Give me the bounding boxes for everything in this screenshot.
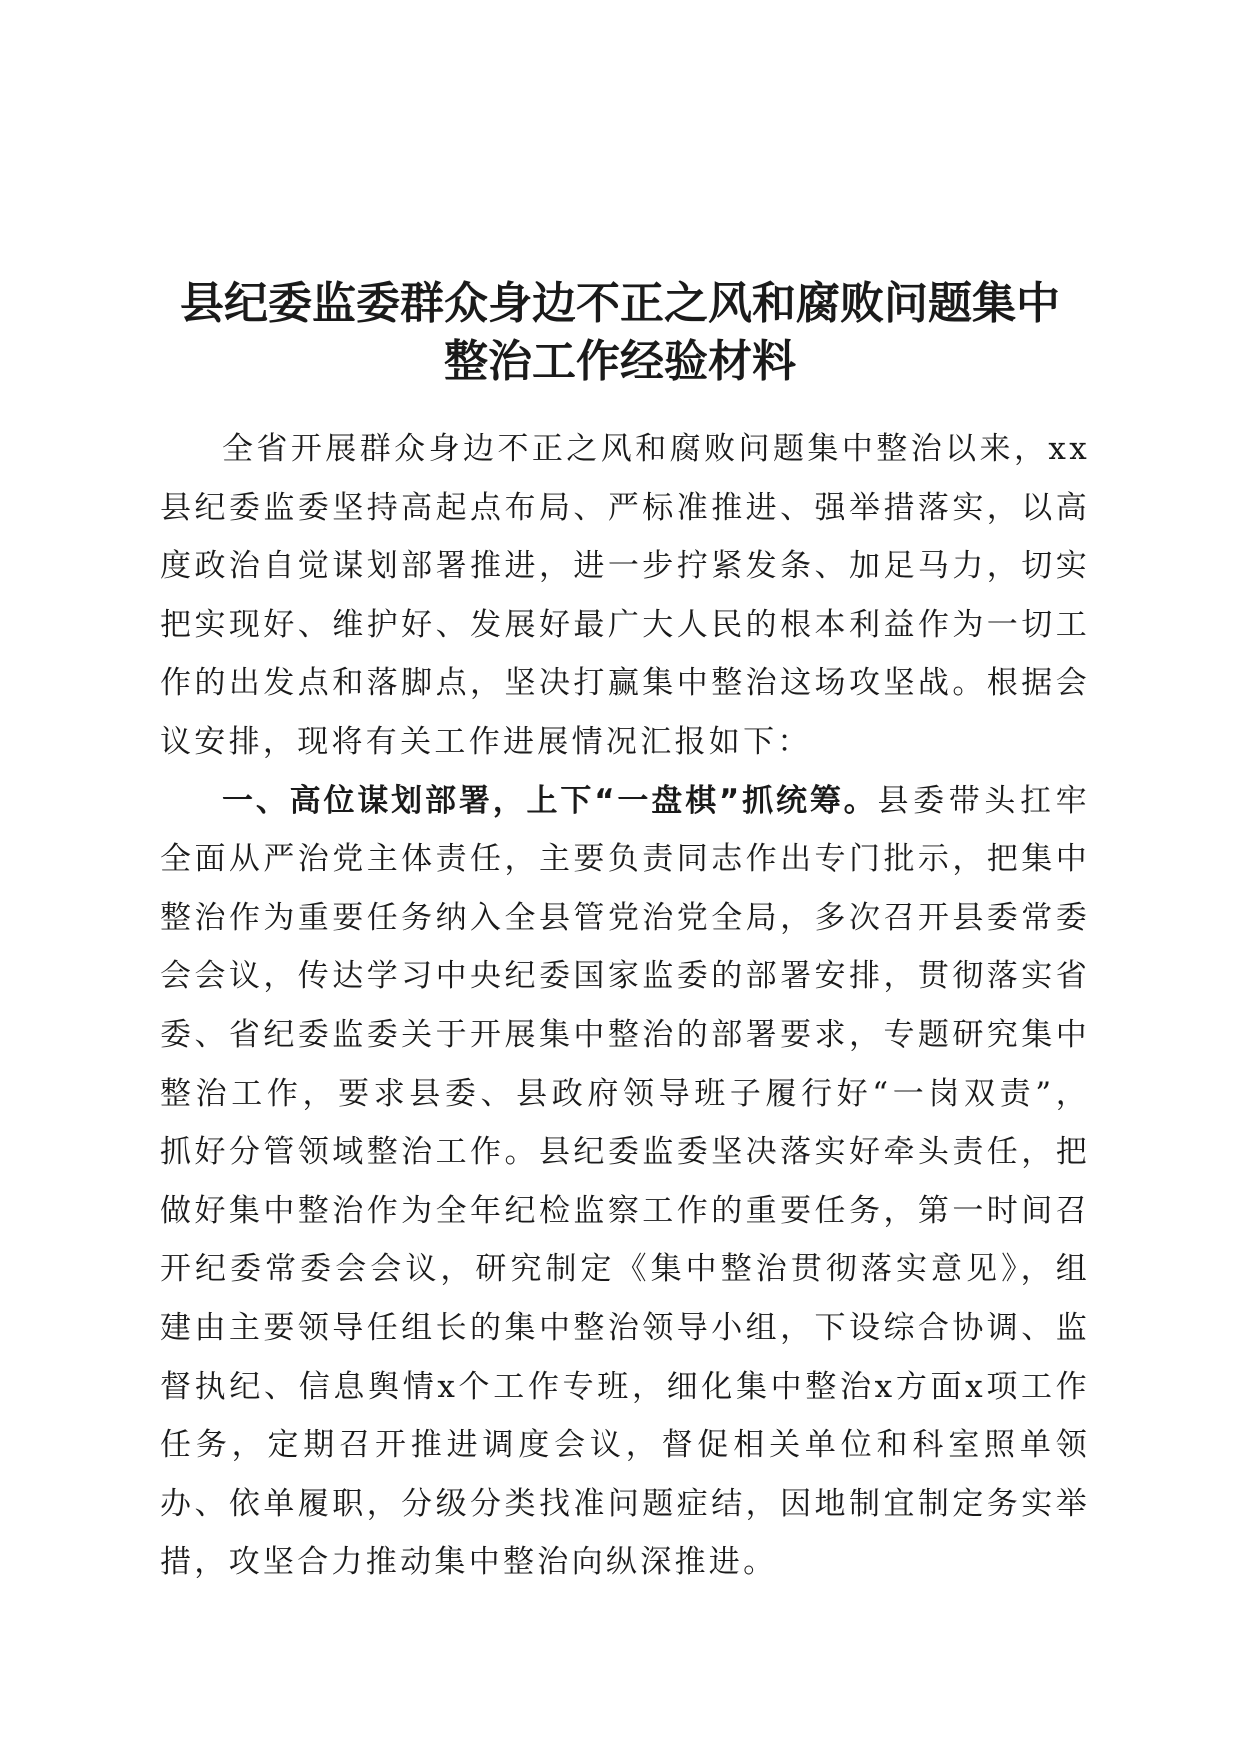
section-1-paragraph — [160, 772, 1090, 1592]
section-1-heading: 一、高位谋划部署，上下“一盘棋”抓统筹。 — [222, 782, 878, 819]
document-body — [160, 420, 1090, 1592]
intro-paragraph: 全省开展群众身边不正之风和腐败问题集中整治以来，xx县纪委监委坚持高起点布局、严标准推进、强举措落实，以高度政治自觉谋划部署推进，进一步拧紧发条、加足马力，切实把实现好、维护好、发展好最广大人民的根本利益作为一切工作的出发点和落脚点，坚决打赢集中整治这场攻坚战。根据会议安排，现将有关工作进展情况汇报如下： — [160, 431, 1090, 760]
title-line-2: 整治工作经验材料 — [444, 336, 796, 387]
document-title — [140, 275, 1100, 391]
section-1-body: 县委带头扛牢全面从严治党主体责任，主要负责同志作出专门批示，把集中整治作为重要任务纳入全县管党治党全局，多次召开县委常委会会议，传达学习中央纪委国家监委的部署安排，贯彻落实省委、省纪委监委关于开展集中整治的部署要求，专题研究集中整治工作，要求县委、县政府领导班子履行好“一岗双责”，抓好分管领域整治工作。县纪委监委坚决落实好牵头责任，把做好集中整治作为全年纪检监察工作的重要任务，第一时间召开纪委常委会会议，研究制定《集中整治贯彻落实意见》，组建由主要领导任组长的集中整治领导小组，下设综合协调、监督执纪、信息舆情x个工作专班，细化集中整治x方面x项工作任务，定期召开推进调度会议，督促相关单位和科室照单领办、依单履职，分级分类找准问题症结，因地制宜制定务实举措，攻坚合力推动集中整治向纵深推进。 — [160, 782, 1090, 1581]
title-line-1: 县纪委监委群众身边不正之风和腐败问题集中 — [180, 278, 1060, 329]
